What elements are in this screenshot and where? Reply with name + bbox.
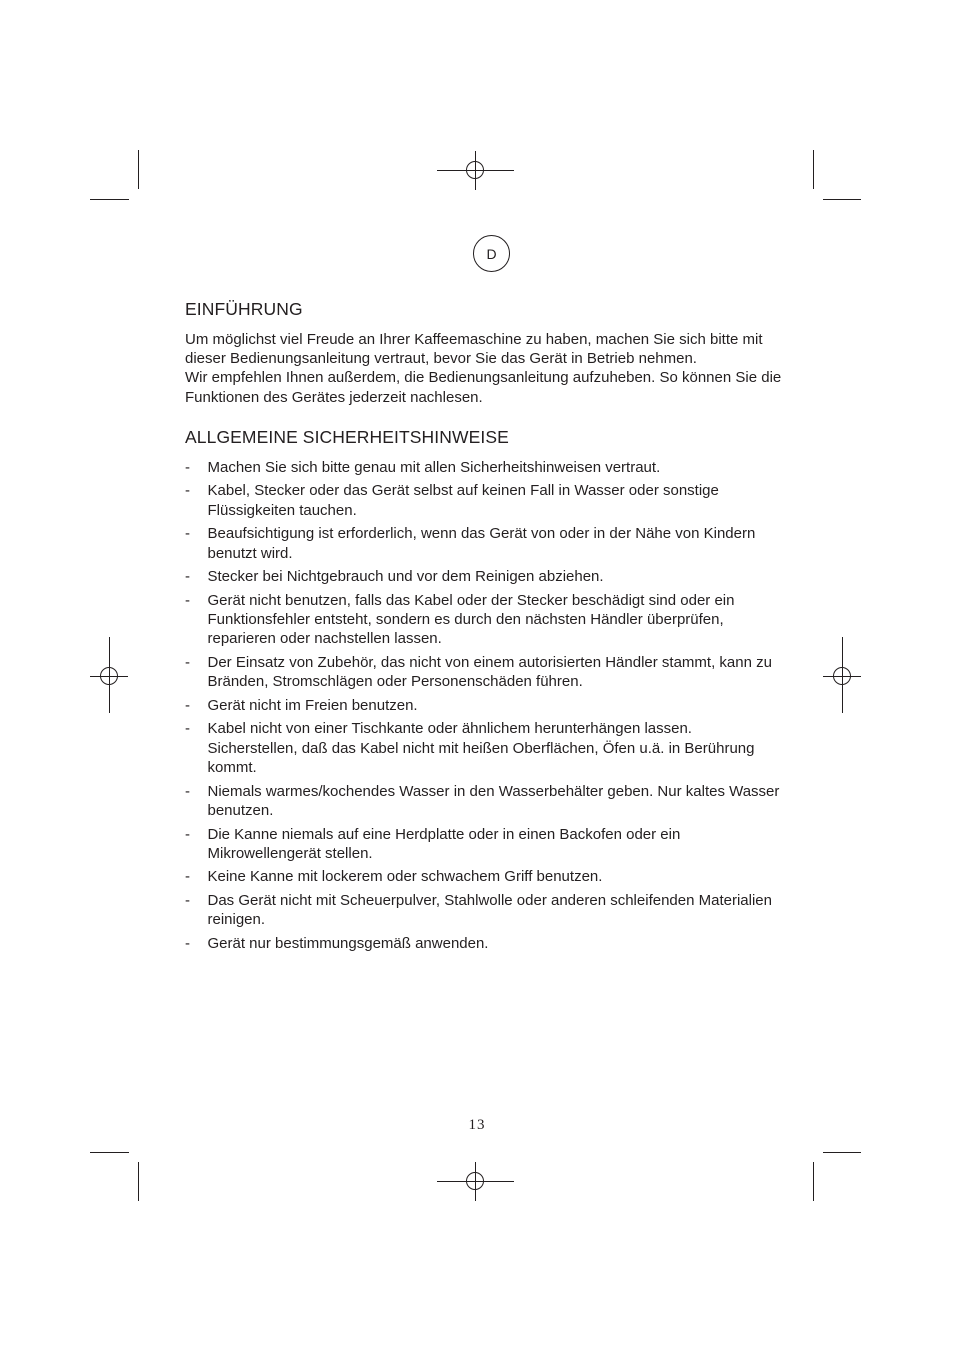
language-code: D bbox=[486, 245, 497, 262]
list-item-text: Niemals warmes/kochendes Wasser in den Wasserbehälter geben. Nur kaltes Wasser benutzen. bbox=[207, 782, 780, 820]
crop-mark bbox=[813, 1162, 814, 1201]
bullet-dash: - bbox=[185, 825, 190, 843]
list-item-text: Gerät nur bestimmungsgemäß anwenden. bbox=[207, 934, 489, 952]
intro-heading: EINFÜHRUNG bbox=[185, 299, 303, 319]
list-item bbox=[185, 591, 785, 649]
page-content bbox=[185, 297, 785, 957]
list-item bbox=[185, 481, 785, 520]
bullet-dash: - bbox=[185, 525, 190, 543]
crop-mark bbox=[90, 1152, 129, 1153]
list-item-text: Kabel, Stecker oder das Gerät selbst auf keinen Fall in Wasser oder sonstige Flüssigkeiten tauchen. bbox=[207, 482, 719, 519]
bullet-dash: - bbox=[185, 868, 190, 886]
bullet-dash: - bbox=[185, 458, 190, 476]
list-item bbox=[185, 696, 785, 715]
list-item bbox=[185, 567, 785, 586]
page-number: 13 bbox=[468, 1117, 486, 1133]
crop-mark bbox=[138, 1162, 139, 1201]
list-item bbox=[185, 653, 785, 692]
bullet-dash: - bbox=[185, 696, 190, 714]
language-badge bbox=[473, 235, 510, 272]
list-item bbox=[185, 524, 785, 563]
list-item-text: Keine Kanne mit lockerem oder schwachem Griff benutzen. bbox=[207, 868, 603, 886]
list-item bbox=[185, 719, 785, 777]
bullet-dash: - bbox=[185, 653, 190, 671]
bullet-dash: - bbox=[185, 720, 190, 738]
list-item-text: Gerät nicht im Freien benutzen. bbox=[207, 696, 418, 714]
bullet-dash: - bbox=[185, 782, 190, 800]
crop-mark bbox=[138, 150, 139, 189]
list-item-text: Die Kanne niemals auf eine Herdplatte oder in einen Backofen oder ein Mikrowellengerät stellen. bbox=[207, 825, 681, 862]
bullet-dash: - bbox=[185, 891, 190, 909]
list-item-text: Gerät nicht benutzen, falls das Kabel oder der Stecker beschädigt sind oder ein Funktionsfehler entsteht, sondern es durch den nächsten Händler überprüfen, reparieren oder nachstellen lassen. bbox=[207, 591, 735, 648]
intro-paragraph-1: Um möglichst viel Freude an Ihrer Kaffeemaschine zu haben, machen Sie sich bitte mit dieser Bedienungsanleitung vertraut, bevor Sie das Gerät in Betrieb nehmen. bbox=[185, 331, 763, 368]
intro-paragraph-2: Wir empfehlen Ihnen außerdem, die Bedienungsanleitung aufzuheben. So können Sie die Funktionen des Gerätes jederzeit nachlesen. bbox=[185, 369, 782, 406]
safety-section bbox=[185, 425, 785, 953]
bullet-dash: - bbox=[185, 934, 190, 952]
list-item-text: Beaufsichtigung ist erforderlich, wenn das Gerät von oder in der Nähe von Kindern benutzt wird. bbox=[207, 525, 756, 562]
list-item bbox=[185, 458, 785, 477]
safety-heading: ALLGEMEINE SICHERHEITSHINWEISE bbox=[185, 426, 509, 447]
bullet-dash: - bbox=[185, 568, 190, 586]
bullet-dash: - bbox=[185, 591, 190, 609]
list-item-text: Machen Sie sich bitte genau mit allen Sicherheitshinweisen vertraut. bbox=[207, 458, 661, 476]
safety-list bbox=[185, 458, 785, 953]
list-item bbox=[185, 934, 785, 953]
list-item bbox=[185, 891, 785, 930]
crop-mark bbox=[823, 1152, 861, 1153]
list-item bbox=[185, 825, 785, 864]
list-item-text: Der Einsatz von Zubehör, das nicht von einem autorisierten Händler stammt, kann zu Bränden, Stromschlägen oder Personenschäden führen. bbox=[207, 653, 772, 691]
list-item-text: Stecker bei Nichtgebrauch und vor dem Reinigen abziehen. bbox=[207, 568, 604, 586]
list-item-text: Das Gerät nicht mit Scheuerpulver, Stahlwolle oder anderen schleifenden Materialien reinigen. bbox=[207, 891, 772, 929]
intro-section bbox=[185, 297, 785, 407]
list-item bbox=[185, 782, 785, 821]
bullet-dash: - bbox=[185, 482, 190, 500]
list-item-text: Kabel nicht von einer Tischkante oder ähnlichem herunterhängen lassen. Sicherstellen, daß das Kabel nicht mit heißen Oberflächen, Öfen u.ä. in Berührung kommt. bbox=[207, 720, 755, 777]
crop-mark bbox=[813, 150, 814, 189]
list-item bbox=[185, 867, 785, 886]
crop-mark bbox=[90, 199, 129, 200]
crop-mark bbox=[823, 199, 861, 200]
